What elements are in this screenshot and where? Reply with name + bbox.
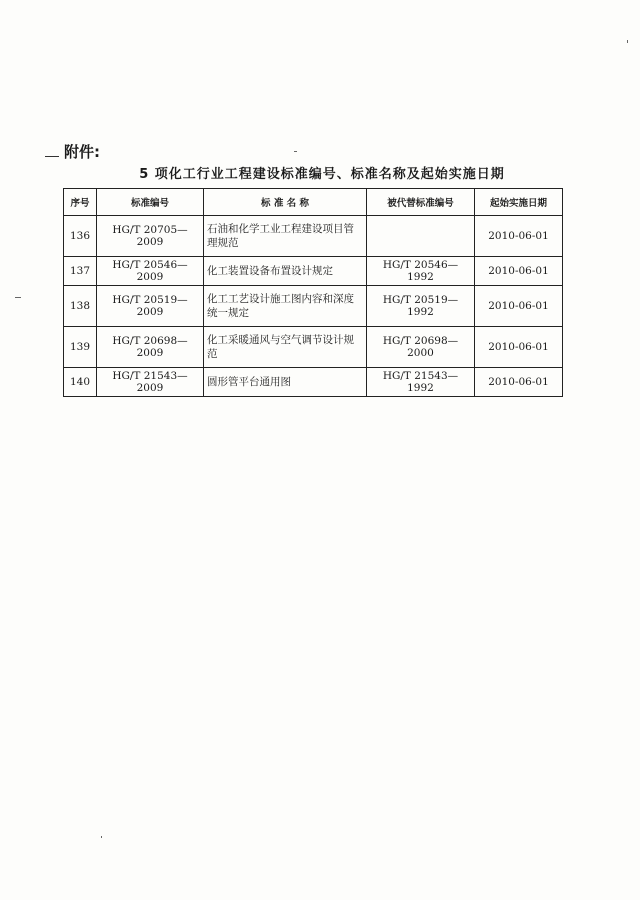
table-row xyxy=(64,286,563,327)
cell-code: HG/T 20705—2009 xyxy=(97,216,204,257)
scan-speck xyxy=(627,40,628,43)
table-header-row xyxy=(64,189,563,216)
document-title: 5 项化工行业工程建设标准编号、标准名称及起始实施日期 xyxy=(139,167,505,182)
table-row xyxy=(64,257,563,286)
cell-date: 2010-06-01 xyxy=(475,286,563,327)
cell-seq: 138 xyxy=(64,286,97,327)
cell-name: 化工采暖通风与空气调节设计规范 xyxy=(204,327,367,368)
cell-code: HG/T 20546—2009 xyxy=(97,257,204,286)
header-replaced: 被代替标准编号 xyxy=(367,189,475,216)
cell-name: 化工装置设备布置设计规定 xyxy=(204,257,367,286)
cell-code: HG/T 20519—2009 xyxy=(97,286,204,327)
cell-name: 圆形管平台通用图 xyxy=(204,368,367,397)
cell-replaced: HG/T 21543—1992 xyxy=(367,368,475,397)
header-code: 标准编号 xyxy=(97,189,204,216)
scan-speck xyxy=(15,297,21,298)
standards-table xyxy=(63,188,563,397)
cell-date: 2010-06-01 xyxy=(475,216,563,257)
cell-date: 2010-06-01 xyxy=(475,327,563,368)
cell-replaced: HG/T 20546—1992 xyxy=(367,257,475,286)
cell-seq: 139 xyxy=(64,327,97,368)
margin-dash xyxy=(45,156,59,157)
cell-seq: 137 xyxy=(64,257,97,286)
scan-speck xyxy=(101,836,102,838)
header-seq: 序号 xyxy=(64,189,97,216)
cell-date: 2010-06-01 xyxy=(475,368,563,397)
cell-seq: 136 xyxy=(64,216,97,257)
cell-replaced: HG/T 20519—1992 xyxy=(367,286,475,327)
cell-replaced: HG/T 20698—2000 xyxy=(367,327,475,368)
table-row xyxy=(64,327,563,368)
cell-code: HG/T 20698—2009 xyxy=(97,327,204,368)
cell-code: HG/T 21543—2009 xyxy=(97,368,204,397)
cell-replaced xyxy=(367,216,475,257)
scan-speck xyxy=(294,151,297,152)
header-name: 标 准 名 称 xyxy=(204,189,367,216)
header-date: 起始实施日期 xyxy=(475,189,563,216)
cell-name: 石油和化学工业工程建设项目管理规范 xyxy=(204,216,367,257)
attachment-label: 附件: xyxy=(64,143,100,161)
table-row xyxy=(64,368,563,397)
cell-name: 化工工艺设计施工图内容和深度统一规定 xyxy=(204,286,367,327)
cell-seq: 140 xyxy=(64,368,97,397)
cell-date: 2010-06-01 xyxy=(475,257,563,286)
table-row xyxy=(64,216,563,257)
